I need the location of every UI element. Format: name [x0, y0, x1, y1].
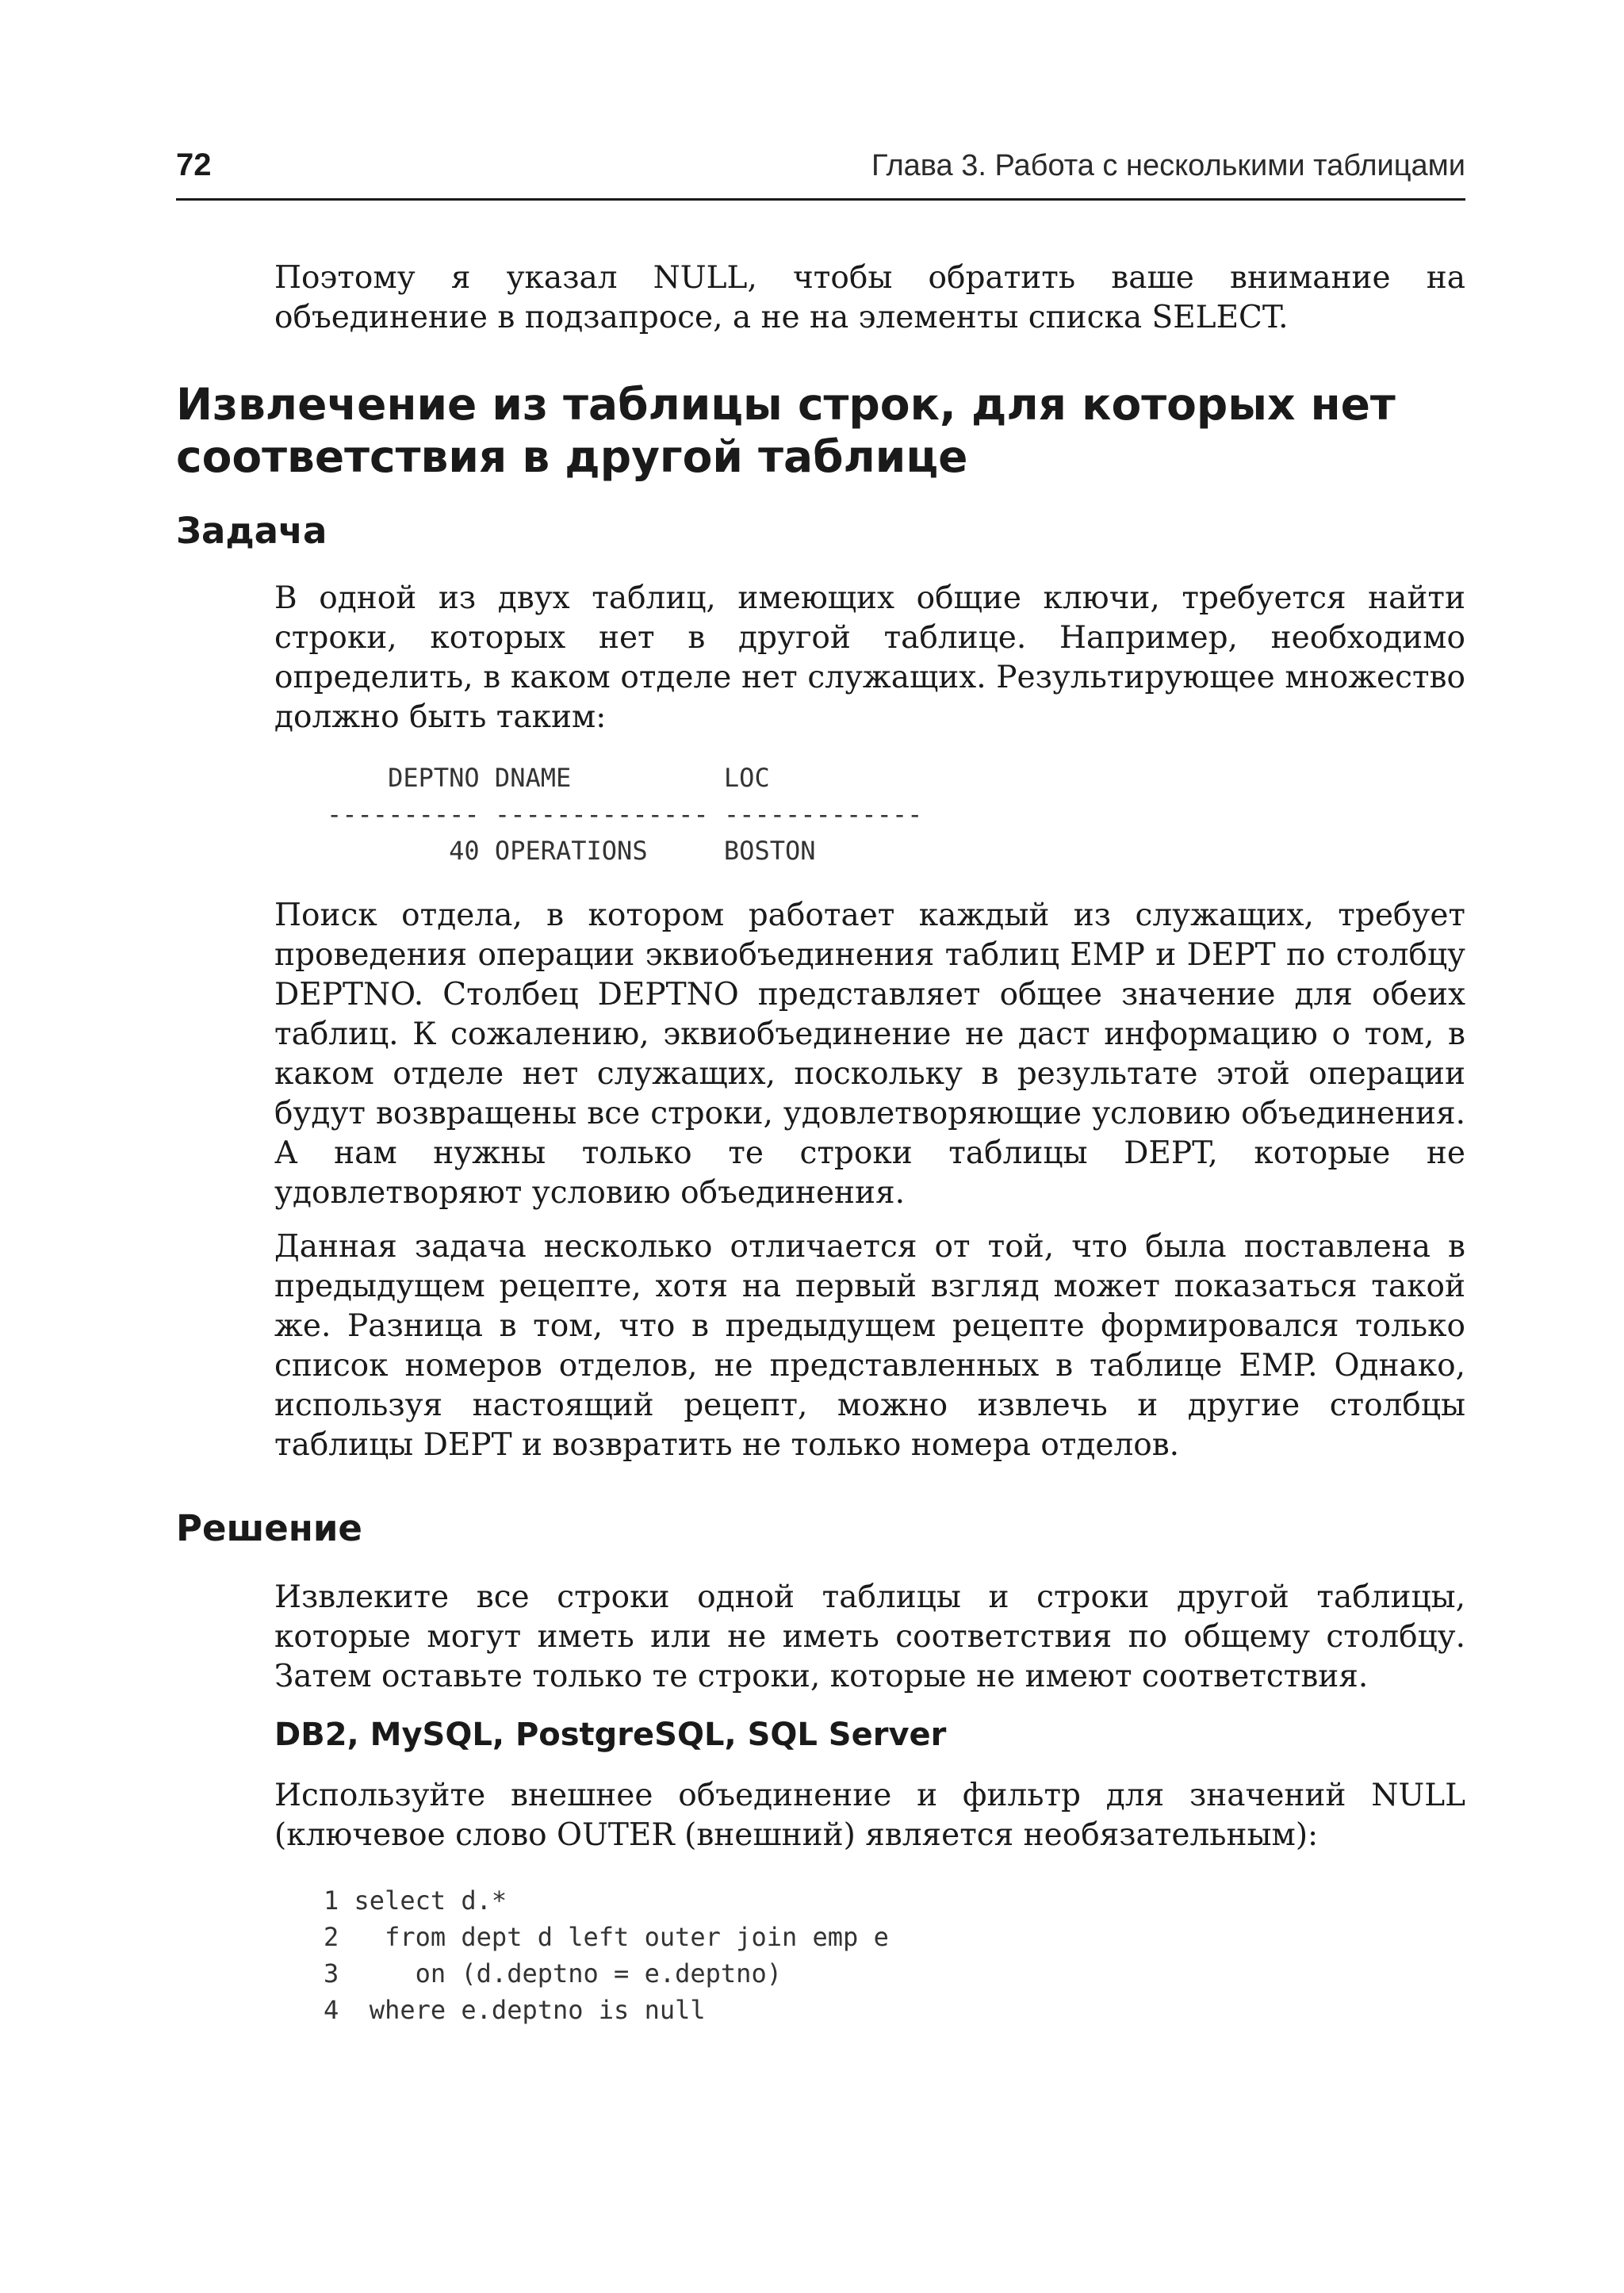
problem-paragraph-3: Данная задача несколько отличается от той, что была поставлена в предыдущем рецепте, хотя на первый взгляд может показаться такой же. Разница в том, что в предыдущем рецепте формировался только список номеров отделов, не представленных в таблице EMP. Однако, используя настоящий рецепт, можно извлечь и другие столбцы таблицы DEPT и возвратить не только номера отделов. [274, 1229, 1465, 1463]
code-line: 1 select d.* [324, 1885, 508, 1916]
running-head: Глава 3. Работа с несколькими таблицами [871, 149, 1465, 182]
problem-heading: Задача [176, 510, 327, 552]
solution-heading: Решение [176, 1507, 362, 1549]
solution-paragraph: Извлеките все строки одной таблицы и строки другой таблицы, которые могут иметь или не иметь соответствия по общему столбцу. Затем оставьте только те строки, которые не имеют соответствия. [274, 1579, 1465, 1694]
section-title: Извлечение из таблицы строк, для которых нет соответствия в другой таблице [176, 379, 1396, 482]
intro-paragraph: Поэтому я указал NULL, чтобы обратить ваше внимание на объединение в подзапросе, а не на элементы списка SELECT. [274, 260, 1465, 335]
solution-subheading: DB2, MySQL, PostgreSQL, SQL Server [274, 1717, 947, 1753]
page-header [176, 147, 1465, 201]
solution-subparagraph: Используйте внешнее объединение и фильтр для значений NULL (ключевое слово OUTER (внешний) является необязательным): [274, 1778, 1465, 1853]
problem-paragraph-2: Поиск отдела, в котором работает каждый из служащих, требует проведения операции эквиобъединения таблиц EMP и DEPT по столбцу DEPTNO. Столбец DEPTNO представляет общее значение для обеих таблиц. К сожалению, эквиобъединение не даст информацию о том, в каком отделе нет служащих, поскольку в результате этой операции будут возвращены все строки, удовлетворяющие условию объединения. А нам нужны только те строки таблицы DEPT, которые не удовлетворяют условию объединения. [274, 898, 1465, 1211]
code-line: 4 where e.deptno is null [324, 1995, 706, 2025]
code-line: 2 from dept d left outer join emp e [324, 1922, 889, 1952]
problem-paragraph: В одной из двух таблиц, имеющих общие ключи, требуется найти строки, которых нет в другой таблице. Например, необходимо определить, в каком отделе нет служащих. Результирующее множество должно быть таким: [274, 580, 1465, 735]
code-line: 3 on (d.deptno = e.deptno) [324, 1958, 782, 1989]
result-table-header: DEPTNO DNAME LOC [327, 763, 770, 793]
result-table-separator: ---------- -------------- ------------- [327, 799, 923, 829]
page-number: 72 [176, 147, 212, 182]
result-table-row: 40 OPERATIONS BOSTON [327, 836, 816, 866]
